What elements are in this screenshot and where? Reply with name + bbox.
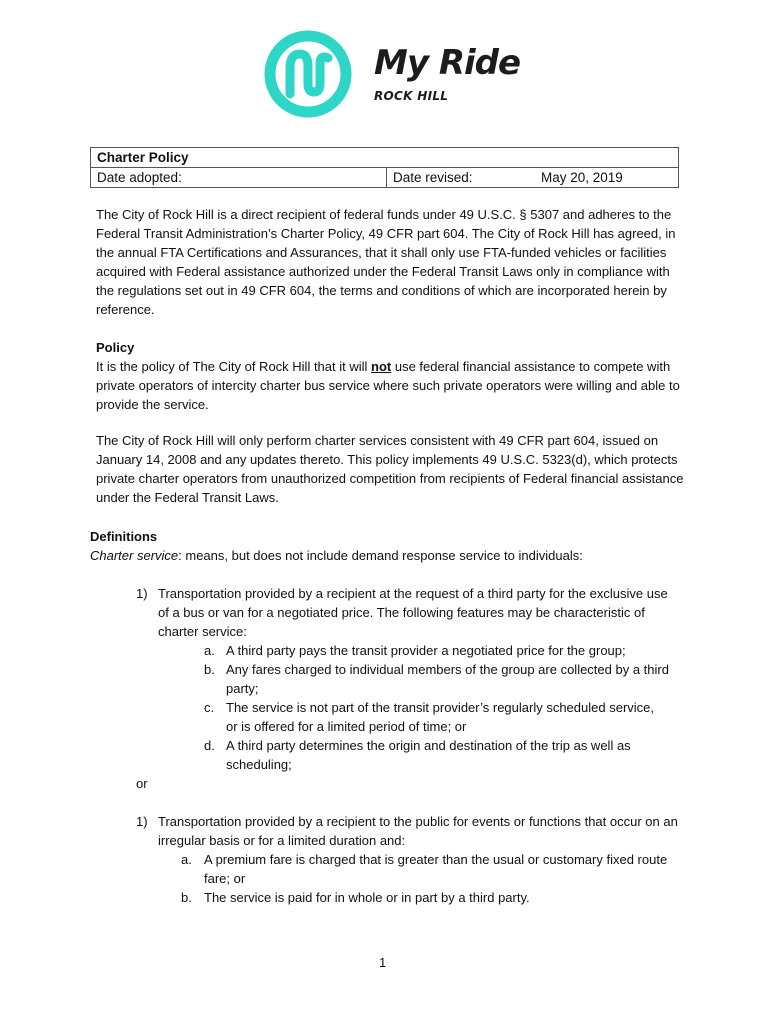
list1-item-b-letter: b. [204, 662, 215, 677]
list2-text: Transportation provided by a recipient to the public for events or functions that occur on an irregular basis or for a limited duration and: [158, 814, 678, 848]
list1-item-d-letter: d. [204, 738, 215, 753]
policy-emphasis: not [371, 359, 392, 374]
or-connector: or [136, 776, 148, 791]
definitions-section [90, 527, 680, 565]
policy-text-before: It is the policy of The City of Rock Hill that it will [96, 359, 372, 374]
brand-name: My Ride [374, 43, 521, 83]
intro-paragraph: The City of Rock Hill is a direct recipient of federal funds under 49 U.S.C. § 5307 and adheres to the Federal Transit Administration’s Charter Policy, 49 CFR part 604. The City of Rock Hill has agreed, in the annual FTA Certifications and Assurances, that it shall only use FTA-funded vehicles or facilities acquired with Federal assistance authorized under the Federal Transit Laws only in compliance with the regulations set out in 49 CFR 604, the terms and conditions of which are incorporated herein by reference. [96, 207, 676, 317]
definition-term: Charter service [90, 548, 179, 563]
policy-section [96, 338, 686, 414]
list1-item-c-letter: c. [204, 700, 215, 715]
policy-heading: Policy [96, 340, 135, 355]
list1-item-c: The service is not part of the transit provider’s regularly scheduled service, or is offered for a limited period of time; or [226, 700, 654, 734]
scope-paragraph: The City of Rock Hill will only perform charter services consistent with 49 CFR part 604, issued on January 14, 2008 and any updates thereto. This policy implements 49 U.S.C. 5323(d), which protects private charter operators from unauthorized competition from recipients of Federal financial assistance under the Federal Transit Laws. [96, 433, 684, 505]
page-number: 1 [379, 955, 387, 970]
date-revised-label: Date revised: [387, 168, 536, 188]
policy-text-after: use federal financial assistance to compete with private operators of intercity charter bus service where such private operators were willing and able to provide the service. [96, 359, 680, 412]
list1-item-a: A third party pays the transit provider a negotiated price for the group; [226, 643, 626, 658]
list1-number: 1) [136, 586, 148, 601]
list1-text: Transportation provided by a recipient at the request of a third party for the exclusive use of a bus or van for a negotiated price. The following features may be characteristic of charter service: [158, 586, 668, 639]
date-revised-value: May 20, 2019 [535, 168, 679, 188]
definitions-heading: Definitions [90, 529, 158, 544]
list1-item-b: Any fares charged to individual members of the group are collected by a third party; [226, 662, 669, 696]
list1-item-d: A third party determines the origin and destination of the trip as well as scheduling; [226, 738, 631, 772]
list2-item-a-letter: a. [181, 852, 192, 867]
list2-number: 1) [136, 814, 148, 829]
ride-loop-icon [262, 28, 362, 120]
list2-item-a: A premium fare is charged that is greater than the usual or customary fixed route fare; or [204, 852, 668, 886]
list2-item-b: The service is paid for in whole or in part by a third party. [204, 890, 530, 905]
policy-header-table [90, 147, 679, 188]
my-ride-logo [262, 28, 522, 120]
policy-title: Charter Policy [91, 148, 679, 168]
brand-subtitle: ROCK HILL [374, 89, 449, 103]
date-adopted-label: Date adopted: [91, 168, 387, 188]
definition-text: : means, but does not include demand response service to individuals: [178, 548, 583, 563]
list2-item-b-letter: b. [181, 890, 192, 905]
list1-item-a-letter: a. [204, 643, 215, 658]
